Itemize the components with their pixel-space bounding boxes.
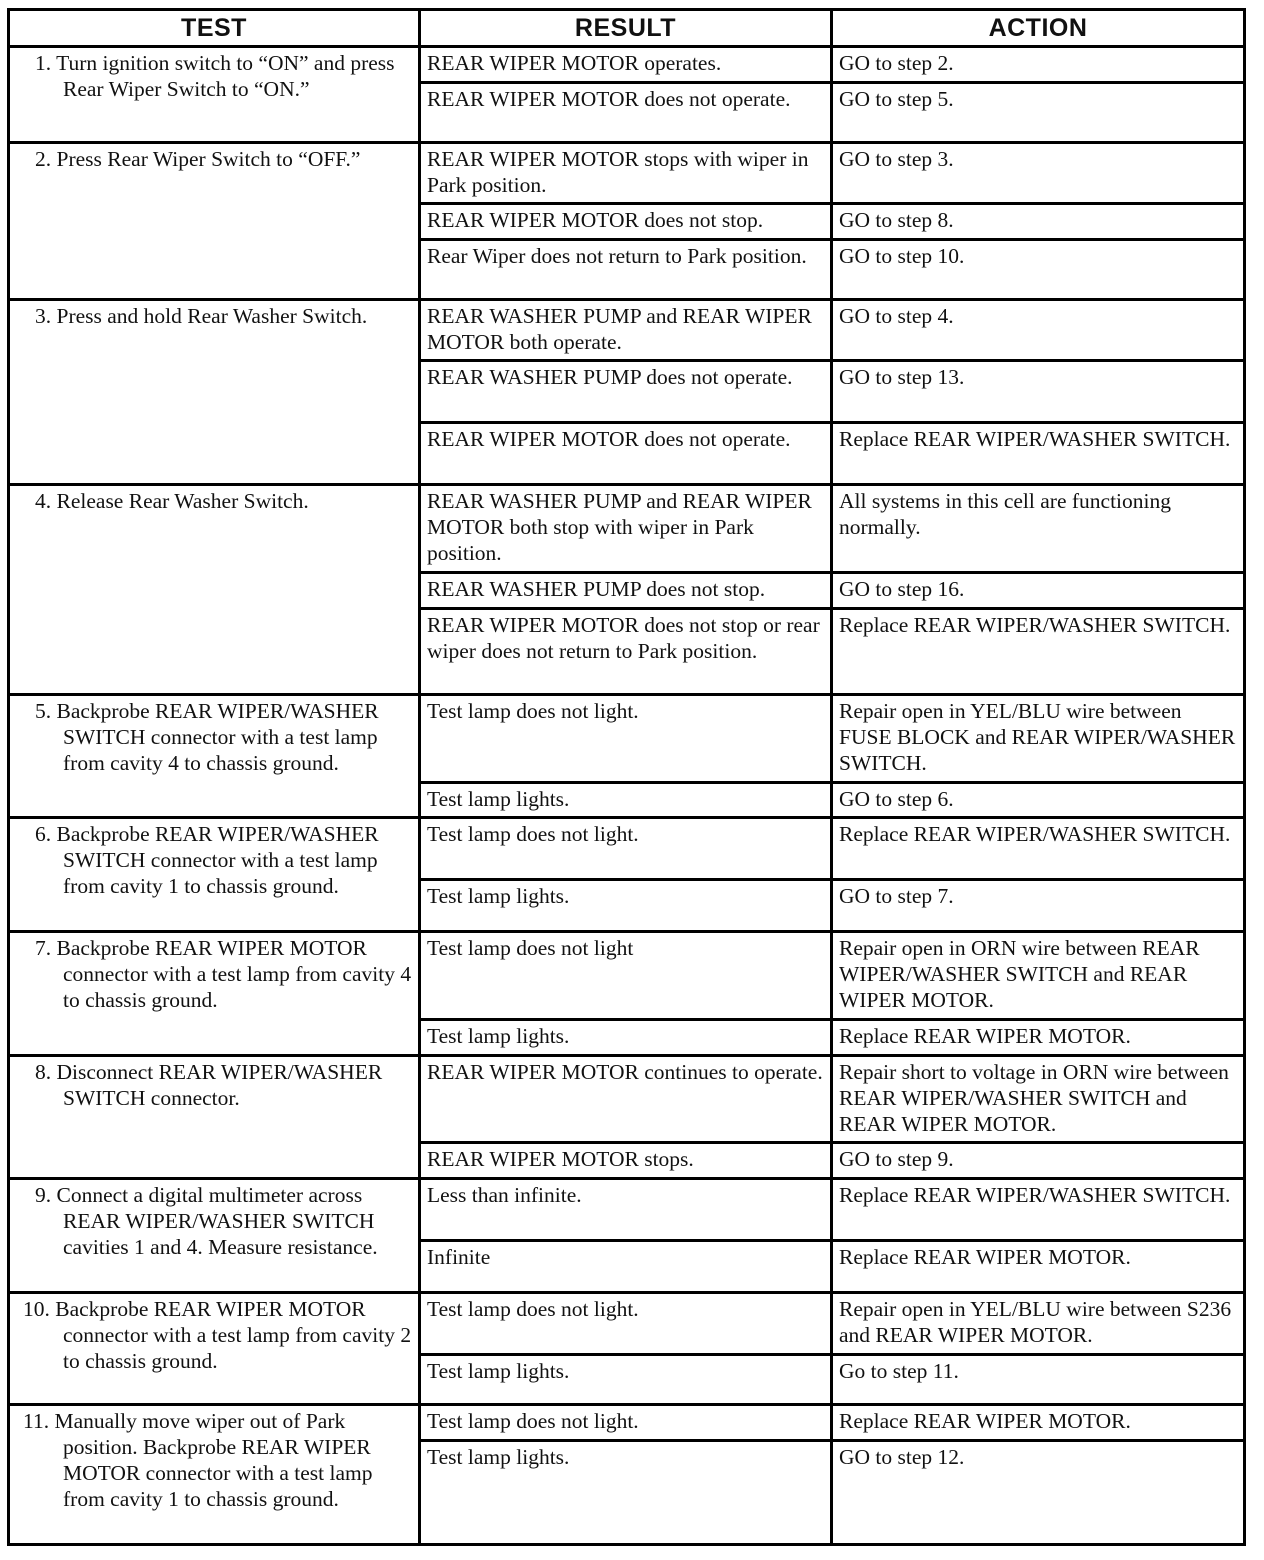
result-cell: Test lamp does not light [420,932,832,1020]
result-cell: REAR WIPER MOTOR does not operate. [420,83,832,143]
test-instruction: Backprobe REAR WIPER/WASHER SWITCH connector with a test lamp from cavity 4 to chassis ground. [56,699,379,775]
test-instruction: Turn ignition switch to “ON” and press Rear Wiper Switch to “ON.” [56,51,395,101]
result-cell: Test lamp does not light. [420,695,832,783]
result-cell: Test lamp does not light. [420,1293,832,1355]
table-row [9,1056,1245,1143]
step-number: 1. [35,51,52,75]
test-step-cell [9,300,420,485]
result-cell: Test lamp lights. [420,1020,832,1056]
test-instruction: Backprobe REAR WIPER MOTOR connector with a test lamp from cavity 2 to chassis ground. [55,1297,412,1373]
test-instruction: Connect a digital multimeter across REAR WIPER/WASHER SWITCH cavities 1 and 4. Measure resistance. [56,1183,378,1259]
header-action: ACTION [832,10,1245,47]
test-step-cell [9,1179,420,1293]
action-cell: GO to step 4. [832,300,1245,361]
table-row [9,1405,1245,1441]
result-cell: Less than infinite. [420,1179,832,1241]
action-cell: Repair open in ORN wire between REAR WIPER/WASHER SWITCH and REAR WIPER MOTOR. [832,932,1245,1020]
result-cell: REAR WIPER MOTOR does not stop. [420,204,832,240]
result-cell: Test lamp lights. [420,1355,832,1405]
action-cell: Replace REAR WIPER MOTOR. [832,1241,1245,1293]
action-cell: All systems in this cell are functioning normally. [832,485,1245,573]
table-row [9,485,1245,573]
action-cell: GO to step 8. [832,204,1245,240]
diagnostic-table [7,8,1246,1546]
action-cell: GO to step 13. [832,361,1245,423]
action-cell: GO to step 5. [832,83,1245,143]
result-cell: REAR WASHER PUMP does not stop. [420,573,832,609]
action-cell: Repair open in YEL/BLU wire between FUSE BLOCK and REAR WIPER/WASHER SWITCH. [832,695,1245,783]
result-cell: Test lamp lights. [420,783,832,818]
action-cell: GO to step 2. [832,47,1245,83]
result-cell: REAR WIPER MOTOR operates. [420,47,832,83]
action-cell: Go to step 11. [832,1355,1245,1405]
result-cell: REAR WASHER PUMP does not operate. [420,361,832,423]
result-cell: REAR WIPER MOTOR does not operate. [420,423,832,485]
action-cell: Replace REAR WIPER/WASHER SWITCH. [832,1179,1245,1241]
table-row [9,695,1245,783]
step-number: 11. [23,1409,50,1433]
action-cell: Repair short to voltage in ORN wire between REAR WIPER/WASHER SWITCH and REAR WIPER MOTOR. [832,1056,1245,1143]
action-cell: Replace REAR WIPER/WASHER SWITCH. [832,609,1245,695]
action-cell: GO to step 3. [832,143,1245,204]
action-cell: Replace REAR WIPER MOTOR. [832,1020,1245,1056]
result-cell: Test lamp does not light. [420,1405,832,1441]
test-step-cell [9,932,420,1056]
step-number: 3. [35,304,52,328]
table-row [9,1293,1245,1355]
test-instruction: Release Rear Washer Switch. [56,489,309,513]
test-step-cell [9,818,420,932]
action-cell: GO to step 10. [832,240,1245,300]
action-cell: GO to step 7. [832,880,1245,932]
step-number: 2. [35,147,52,171]
table-row [9,818,1245,880]
test-step-cell [9,1293,420,1405]
test-step-cell [9,1405,420,1545]
table-row [9,143,1245,204]
result-cell: Infinite [420,1241,832,1293]
result-cell: REAR WASHER PUMP and REAR WIPER MOTOR both operate. [420,300,832,361]
result-cell: REAR WIPER MOTOR does not stop or rear wiper does not return to Park position. [420,609,832,695]
step-number: 6. [35,822,52,846]
test-instruction: Press Rear Wiper Switch to “OFF.” [56,147,361,171]
result-cell: Rear Wiper does not return to Park position. [420,240,832,300]
table-row [9,932,1245,1020]
test-step-cell [9,143,420,300]
action-cell: Replace REAR WIPER MOTOR. [832,1405,1245,1441]
step-number: 4. [35,489,52,513]
result-cell: REAR WIPER MOTOR stops. [420,1143,832,1179]
test-instruction: Press and hold Rear Washer Switch. [56,304,368,328]
table-row [9,47,1245,83]
result-cell: REAR WIPER MOTOR continues to operate. [420,1056,832,1143]
header-test: TEST [9,10,420,47]
step-number: 5. [35,699,52,723]
result-cell: Test lamp lights. [420,1441,832,1545]
test-step-cell [9,695,420,818]
test-instruction: Backprobe REAR WIPER MOTOR connector with a test lamp from cavity 4 to chassis ground. [56,936,412,1012]
action-cell: GO to step 16. [832,573,1245,609]
header-row [9,10,1245,47]
action-cell: Replace REAR WIPER/WASHER SWITCH. [832,423,1245,485]
table-body [9,47,1245,1545]
action-cell: GO to step 9. [832,1143,1245,1179]
result-cell: REAR WASHER PUMP and REAR WIPER MOTOR both stop with wiper in Park position. [420,485,832,573]
table-row [9,1179,1245,1241]
header-result: RESULT [420,10,832,47]
result-cell: REAR WIPER MOTOR stops with wiper in Park position. [420,143,832,204]
action-cell: Replace REAR WIPER/WASHER SWITCH. [832,818,1245,880]
test-instruction: Backprobe REAR WIPER/WASHER SWITCH connector with a test lamp from cavity 1 to chassis ground. [56,822,379,898]
action-cell: GO to step 12. [832,1441,1245,1545]
table-row [9,300,1245,361]
test-instruction: Manually move wiper out of Park position. Backprobe REAR WIPER MOTOR connector with a test lamp from cavity 1 to chassis ground. [54,1409,373,1511]
action-cell: GO to step 6. [832,783,1245,818]
test-step-cell [9,485,420,695]
test-step-cell [9,1056,420,1179]
action-cell: Repair open in YEL/BLU wire between S236 and REAR WIPER MOTOR. [832,1293,1245,1355]
step-number: 9. [35,1183,52,1207]
step-number: 7. [35,936,52,960]
step-number: 8. [35,1060,52,1084]
test-instruction: Disconnect REAR WIPER/WASHER SWITCH connector. [56,1060,383,1110]
result-cell: Test lamp does not light. [420,818,832,880]
test-step-cell [9,47,420,143]
result-cell: Test lamp lights. [420,880,832,932]
step-number: 10. [23,1297,50,1321]
